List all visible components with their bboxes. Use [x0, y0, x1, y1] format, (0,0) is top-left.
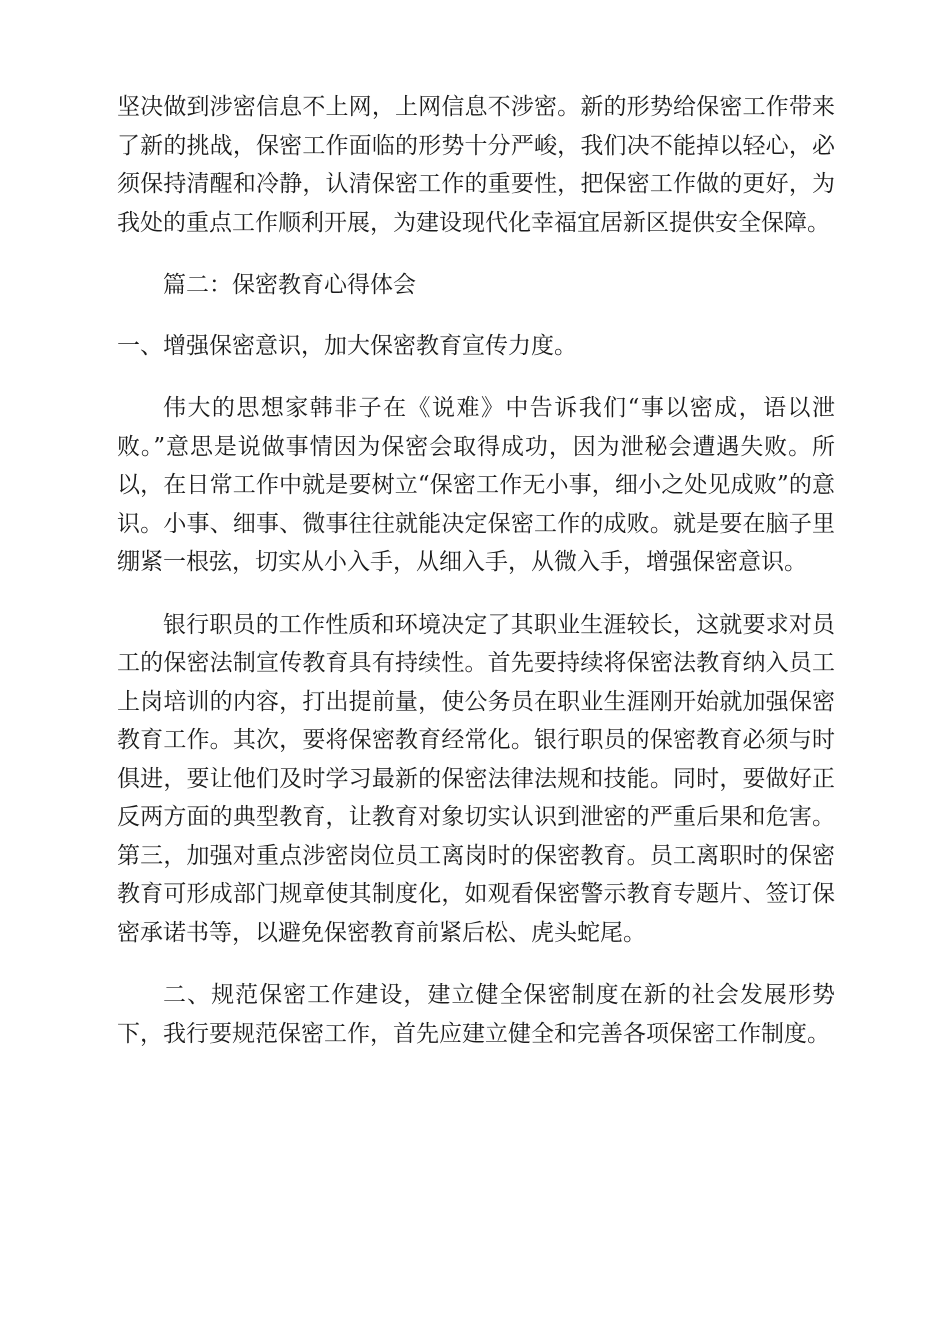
paragraph-han-feizi: 伟大的思想家韩非子在《说难》中告诉我们“事以密成，语以泄败。”意思是说做事情因为保密会取得成功，因为泄秘会遭遇失败。所以，在日常工作中就是要树立“保密工作无小事，细小之处见成败”的意识。小事、细事、微事往往就能决定保密工作的成败。就是要在脑子里绷紧一根弦，切实从小入手，从细入手，从微入手，增强保密意识。 [117, 395, 835, 575]
paragraph-bank-staff: 银行职员的工作性质和环境决定了其职业生涯较长，这就要求对员工的保密法制宣传教育具有持续性。首先要持续将保密法教育纳入员工上岗培训的内容，打出提前量，使公务员在职业生涯刚开始就加强保密教育工作。其次，要将保密教育经常化。银行职员的保密教育必须与时俱进，要让他们及时学习最新的保密法律法规和技能。同时，要做好正反两方面的典型教育，让教育对象切实认识到泄密的严重后果和危害。第三，加强对重点涉密岗位员工离岗时的保密教育。员工离职时的保密教育可形成部门规章使其制度化，如观看保密警示教育专题片、签订保密承诺书等，以避免保密教育前紧后松、虎头蛇尾。 [117, 611, 835, 946]
document-body [117, 88, 835, 1053]
section-title: 篇二：保密教育心得体会 [163, 272, 416, 298]
heading-two: 二、规范保密工作建设，建立健全保密制度在新的社会发展形势下，我行要规范保密工作，首先应建立健全和完善各项保密工作制度。 [117, 982, 835, 1047]
paragraph-continuation: 坚决做到涉密信息不上网，上网信息不涉密。新的形势给保密工作带来了新的挑战，保密工作面临的形势十分严峻，我们决不能掉以轻心，必须保持清醒和冷静，认清保密工作的重要性，把保密工作做的更好，为我处的重点工作顺利开展，为建设现代化幸福宜居新区提供安全保障。 [117, 94, 835, 236]
heading-one: 一、增强保密意识，加大保密教育宣传力度。 [117, 332, 577, 359]
